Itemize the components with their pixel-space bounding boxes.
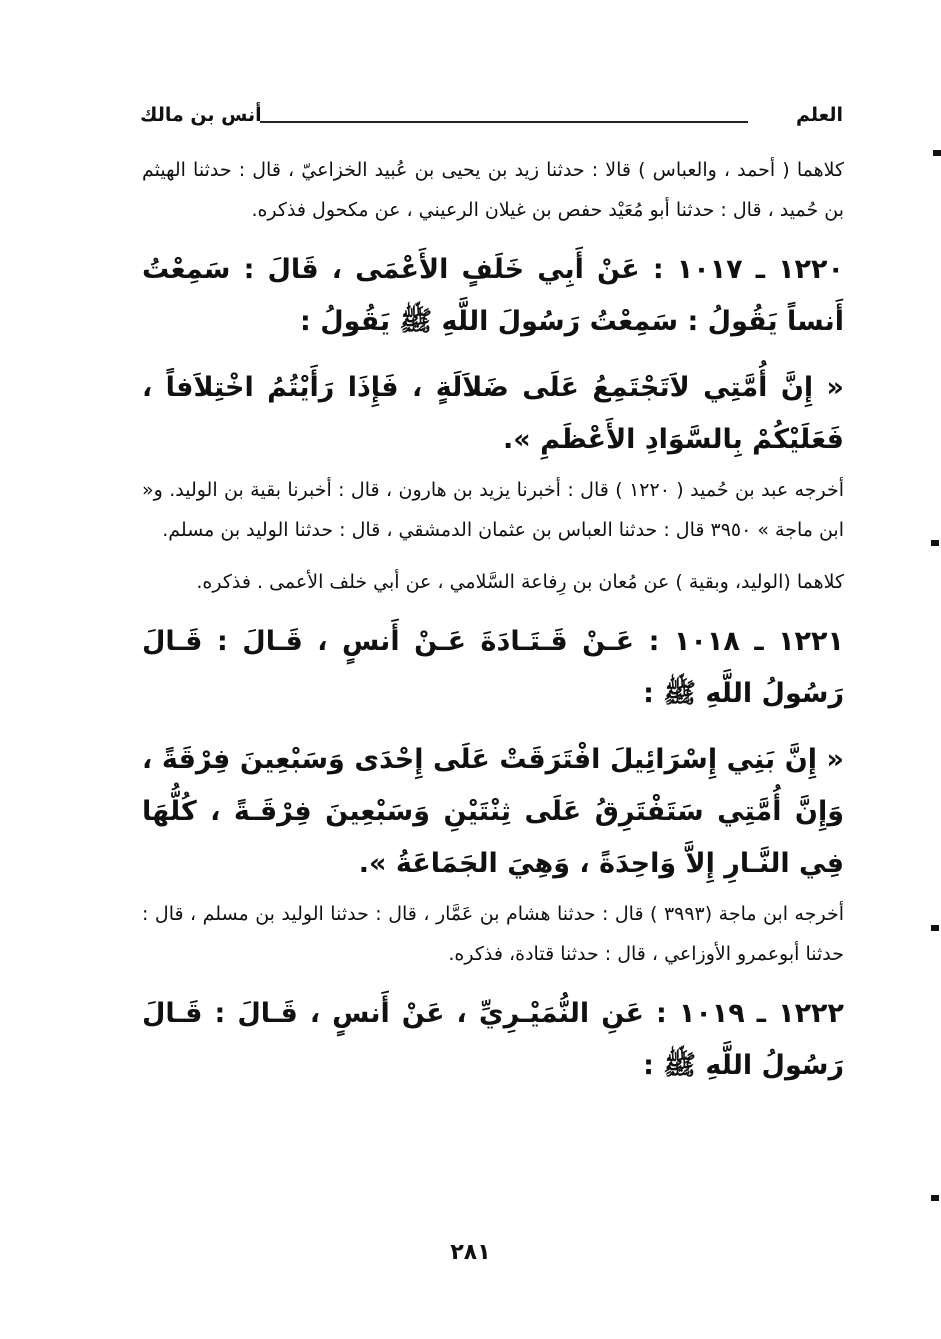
margin-mark [931, 1195, 939, 1201]
chapter-title: العلم [795, 104, 843, 126]
hadith-1220-source: أخرجه عبد بن حُميد ( ١٢٢٠ ) قال : أخبرنا يزيد بن هارون ، قال : أخبرنا بقية بن الوليد. و« ابن ماجة » ٣٩٥٠ قال : حدثنا العباس بن عثمان الدمشقي ، قال : حدثنا الوليد بن مسلم. [142, 479, 845, 541]
page-content [142, 150, 844, 1092]
hadith-1221-source: أخرجه ابن ماجة (٣٩٩٣ ) قال : حدثنا هشام بن عَمَّار ، قال : حدثنا الوليد بن مسلم ، قال : حدثنا أبوعمرو الأوزاعي ، قال : حدثنا قتادة، فذكره. [142, 903, 844, 965]
hadith-1221-text: « إِنَّ بَنِي إِسْرَائِيلَ افْتَرَقَتْ عَلَى إِحْدَى وَسَبْعِينَ فِرْقَةً ، وَإِنَّ أُمَّتِي سَتَفْتَرِقُ عَلَى ثِنْتَيْنِ وَسَبْعِينَ فِرْقَـةً ، كُلُّهَا فِي النَّـارِ إِلاَّ وَاحِدَةً ، وَهِيَ الجَمَاعَةُ ». [142, 744, 844, 879]
margin-mark [931, 925, 939, 931]
hadith-1222-narration: ١٢٢٢ ـ ١٠١٩ : عَنِ النُّمَيْـرِيِّ ، عَنْ أَنسٍ ، قَـالَ : قَـالَ رَسُولُ اللَّهِ ﷺ : [142, 998, 845, 1081]
hadith-1221-narration: ١٢٢١ ـ ١٠١٨ : عَـنْ قَـتَـادَةَ عَـنْ أَنسٍ ، قَـالَ : قَـالَ رَسُولُ اللَّهِ ﷺ : [142, 626, 844, 709]
margin-mark [933, 150, 941, 156]
margin-mark [931, 540, 939, 546]
hadith-1220-narration: ١٢٢٠ ـ ١٠١٧ : عَنْ أَبِي خَلَفٍ الأَعْمَى ، قَالَ : سَمِعْتُ أَنساً يَقُولُ : سَمِعْتُ رَسُولَ اللَّهِ ﷺ يَقُولُ : [142, 254, 844, 337]
page-number: ٢٨١ [450, 1240, 491, 1265]
header-rule [260, 121, 748, 123]
isnad-continuation: كلاهما ( أحمد ، والعباس ) قالا : حدثنا زيد بن يحيى بن عُبيد الخزاعيّ ، قال : حدثنا الهيثم بن حُميد ، قال : حدثنا أبو مُعَيْد حفص بن غيلان الرعيني ، عن مكحول فذكره. [142, 159, 844, 221]
page-header [140, 104, 843, 138]
hadith-1220-text: « إِنَّ أُمَّتِي لاَتَجْتَمِعُ عَلَى ضَلاَلَةٍ ، فَإِذَا رَأَيْتُمُ اخْتِلاَفاً ، فَعَلَيْكُمْ بِالسَّوَادِ الأَعْظَمِ ». [142, 372, 844, 455]
running-title: أنس بن مالك [140, 104, 262, 126]
hadith-1220-chain: كلاهما (الوليد، وبقية ) عن مُعان بن رِفاعة السَّلامي ، عن أبي خلف الأعمى . فذكره. [196, 571, 844, 593]
